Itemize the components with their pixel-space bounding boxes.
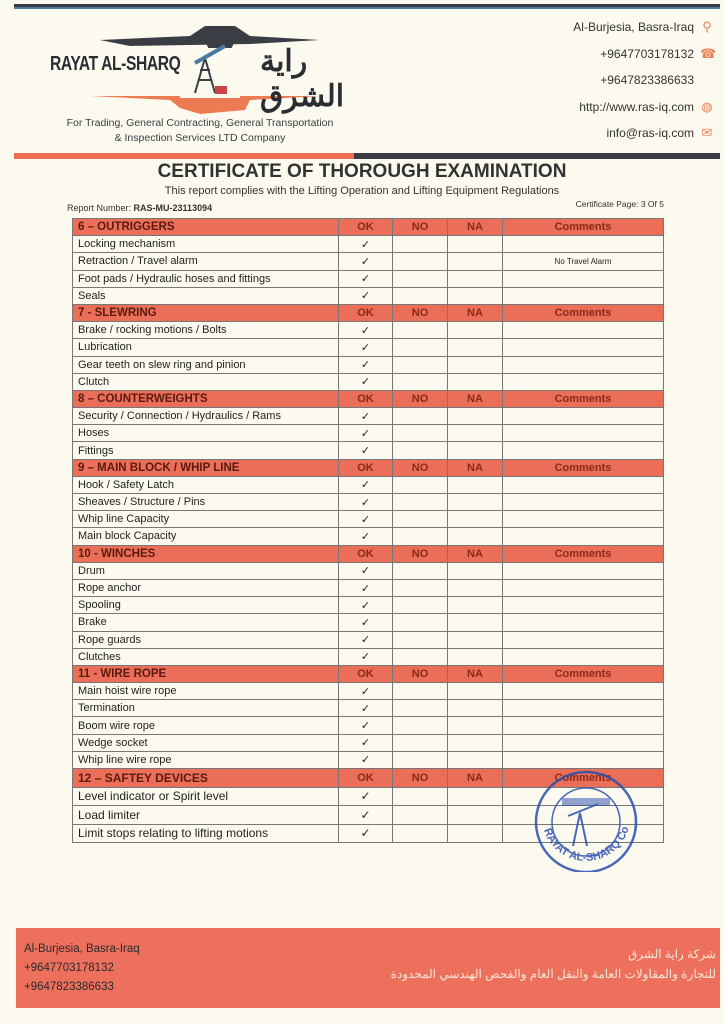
footer-desc-ar: للتجارة والمقاولات العامة والنقل العام والفحص الهندسي المحدودة	[390, 967, 716, 981]
ok-check: ✓	[339, 806, 393, 825]
na-cell	[448, 717, 503, 734]
table-row	[73, 408, 664, 425]
ok-check: ✓	[339, 270, 393, 287]
ok-column-header: OK	[339, 769, 393, 788]
na-cell	[448, 253, 503, 270]
ok-check: ✓	[339, 476, 393, 493]
section-title: 9 – MAIN BLOCK / WHIP LINE	[73, 459, 339, 476]
item-name: Retraction / Travel alarm	[73, 253, 339, 270]
na-cell	[448, 562, 503, 579]
item-name: Load limiter	[73, 806, 339, 825]
item-name: Fittings	[73, 442, 339, 459]
ok-check: ✓	[339, 787, 393, 806]
no-cell	[393, 717, 448, 734]
table-row	[73, 425, 664, 442]
ok-check: ✓	[339, 579, 393, 596]
ok-column-header: OK	[339, 459, 393, 476]
na-column-header: NA	[448, 459, 503, 476]
item-name: Drum	[73, 562, 339, 579]
table-row	[73, 442, 664, 459]
contact-info	[573, 14, 717, 147]
ok-check: ✓	[339, 373, 393, 390]
comment-cell	[503, 631, 664, 648]
na-cell	[448, 373, 503, 390]
section-title: 8 – COUNTERWEIGHTS	[73, 390, 339, 407]
item-name: Hook / Safety Latch	[73, 476, 339, 493]
na-cell	[448, 322, 503, 339]
footer-phone-1: +9647703178132	[24, 962, 114, 974]
report-number	[67, 203, 212, 213]
table-row	[73, 562, 664, 579]
email-link[interactable]: info@ras-iq.com	[606, 126, 694, 141]
comment-cell	[503, 339, 664, 356]
table-row	[73, 253, 664, 270]
comments-column-header: Comments	[503, 545, 664, 562]
na-cell	[448, 806, 503, 825]
ok-check: ✓	[339, 751, 393, 768]
address: Al-Burjesia, Basra-Iraq	[573, 20, 694, 35]
comment-cell: No Travel Alarm	[503, 253, 664, 270]
top-divider	[14, 4, 720, 9]
comments-column-header: Comments	[503, 304, 664, 321]
na-cell	[448, 356, 503, 373]
item-name: Lubrication	[73, 339, 339, 356]
comment-cell	[503, 562, 664, 579]
table-row	[73, 476, 664, 493]
ok-column-header: OK	[339, 545, 393, 562]
no-column-header: NO	[393, 390, 448, 407]
report-label: Report Number:	[67, 203, 132, 213]
na-cell	[448, 631, 503, 648]
comments-column-header: Comments	[503, 219, 664, 236]
item-name: Gear teeth on slew ring and pinion	[73, 356, 339, 373]
item-name: Brake / rocking motions / Bolts	[73, 322, 339, 339]
item-name: Security / Connection / Hydraulics / Rams	[73, 408, 339, 425]
no-cell	[393, 476, 448, 493]
no-column-header: NO	[393, 459, 448, 476]
comment-cell	[503, 597, 664, 614]
table-row	[73, 511, 664, 528]
table-row	[73, 579, 664, 596]
comment-cell	[503, 494, 664, 511]
item-name: Main hoist wire rope	[73, 683, 339, 700]
header-divider	[14, 153, 720, 159]
comment-cell	[503, 442, 664, 459]
section-title: 10 - WINCHES	[73, 545, 339, 562]
section-header	[73, 304, 664, 321]
section-title: 7 - SLEWRING	[73, 304, 339, 321]
na-cell	[448, 683, 503, 700]
no-cell	[393, 408, 448, 425]
report-number-value: RAS-MU-23113094	[133, 203, 213, 213]
na-cell	[448, 824, 503, 843]
section-header	[73, 459, 664, 476]
item-name: Whip line wire rope	[73, 751, 339, 768]
no-cell	[393, 824, 448, 843]
certificate-title: CERTIFICATE OF THOROUGH EXAMINATION	[157, 161, 567, 182]
na-cell	[448, 700, 503, 717]
no-column-header: NO	[393, 304, 448, 321]
section-title: 12 – SAFTEY DEVICES	[73, 769, 339, 788]
company-stamp	[518, 768, 654, 872]
comments-column-header: Comments	[503, 459, 664, 476]
comment-cell	[503, 322, 664, 339]
na-cell	[448, 734, 503, 751]
table-row	[73, 287, 664, 304]
item-name: Rope anchor	[73, 579, 339, 596]
item-name: Foot pads / Hydraulic hoses and fittings	[73, 270, 339, 287]
na-cell	[448, 339, 503, 356]
ok-column-header: OK	[339, 665, 393, 682]
ok-check: ✓	[339, 287, 393, 304]
na-cell	[448, 579, 503, 596]
comment-cell	[503, 614, 664, 631]
no-cell	[393, 597, 448, 614]
no-column-header: NO	[393, 219, 448, 236]
comment-cell	[503, 511, 664, 528]
ok-check: ✓	[339, 824, 393, 843]
item-name: Whip line Capacity	[73, 511, 339, 528]
na-cell	[448, 476, 503, 493]
comment-cell	[503, 751, 664, 768]
comments-column-header: Comments	[503, 665, 664, 682]
item-name: Clutch	[73, 373, 339, 390]
tagline-line-1: For Trading, General Contracting, General Transportation	[66, 117, 334, 129]
ok-check: ✓	[339, 236, 393, 253]
no-cell	[393, 253, 448, 270]
no-cell	[393, 511, 448, 528]
ok-check: ✓	[339, 562, 393, 579]
company-logo	[30, 18, 350, 118]
no-cell	[393, 356, 448, 373]
ok-check: ✓	[339, 511, 393, 528]
no-cell	[393, 614, 448, 631]
na-cell	[448, 270, 503, 287]
location-pin-icon: ⚲	[702, 19, 712, 35]
no-cell	[393, 648, 448, 665]
na-column-header: NA	[448, 665, 503, 682]
comment-cell	[503, 287, 664, 304]
no-cell	[393, 579, 448, 596]
ok-check: ✓	[339, 425, 393, 442]
na-cell	[448, 494, 503, 511]
section-header	[73, 219, 664, 236]
no-cell	[393, 270, 448, 287]
table-row	[73, 356, 664, 373]
certificate-page: Certificate Page: 3 Of 5	[575, 199, 664, 209]
ok-check: ✓	[339, 528, 393, 545]
table-row	[73, 717, 664, 734]
no-cell	[393, 631, 448, 648]
ok-check: ✓	[339, 631, 393, 648]
table-row	[73, 236, 664, 253]
comment-cell	[503, 683, 664, 700]
no-cell	[393, 322, 448, 339]
table-row	[73, 751, 664, 768]
comment-cell	[503, 717, 664, 734]
comment-cell	[503, 408, 664, 425]
na-cell	[448, 528, 503, 545]
phone-1: +9647703178132	[600, 46, 694, 61]
item-name: Limit stops relating to lifting motions	[73, 824, 339, 843]
item-name: Termination	[73, 700, 339, 717]
table-row	[73, 734, 664, 751]
comment-cell	[503, 579, 664, 596]
comment-cell	[503, 236, 664, 253]
na-cell	[448, 511, 503, 528]
item-name: Sheaves / Structure / Pins	[73, 494, 339, 511]
section-header	[73, 390, 664, 407]
na-cell	[448, 287, 503, 304]
tagline	[40, 116, 360, 146]
tagline-line-2: & Inspection Services LTD Company	[114, 132, 286, 144]
section-header	[73, 545, 664, 562]
table-row	[73, 631, 664, 648]
no-cell	[393, 442, 448, 459]
na-cell	[448, 425, 503, 442]
stamp-text: RAYAT AL-SHARQ Co	[541, 824, 632, 865]
no-column-header: NO	[393, 665, 448, 682]
no-cell	[393, 700, 448, 717]
item-name: Level indicator or Spirit level	[73, 787, 339, 806]
no-cell	[393, 751, 448, 768]
item-name: Hoses	[73, 425, 339, 442]
ok-column-header: OK	[339, 390, 393, 407]
table-row	[73, 597, 664, 614]
na-column-header: NA	[448, 769, 503, 788]
section-title: 11 - WIRE ROPE	[73, 665, 339, 682]
item-name: Spooling	[73, 597, 339, 614]
item-name: Main block Capacity	[73, 528, 339, 545]
table-row	[73, 494, 664, 511]
footer-address: Al-Burjesia, Basra-Iraq	[24, 943, 140, 955]
table-row	[73, 700, 664, 717]
ok-check: ✓	[339, 648, 393, 665]
ok-check: ✓	[339, 322, 393, 339]
item-name: Seals	[73, 287, 339, 304]
item-name: Locking mechanism	[73, 236, 339, 253]
item-name: Brake	[73, 614, 339, 631]
item-name: Boom wire rope	[73, 717, 339, 734]
na-cell	[448, 442, 503, 459]
ok-check: ✓	[339, 597, 393, 614]
no-column-header: NO	[393, 769, 448, 788]
table-row	[73, 339, 664, 356]
globe-icon: ◍	[701, 98, 713, 114]
table-row	[73, 322, 664, 339]
certificate-subtitle: This report complies with the Lifting Operation and Lifting Equipment Regulations	[164, 185, 560, 197]
phone-icon: ☎	[700, 45, 717, 61]
ok-column-header: OK	[339, 219, 393, 236]
comment-cell	[503, 356, 664, 373]
na-column-header: NA	[448, 545, 503, 562]
comment-cell	[503, 270, 664, 287]
phone-2: +9647823386633	[600, 73, 694, 88]
table-row	[73, 373, 664, 390]
ok-check: ✓	[339, 442, 393, 459]
table-row	[73, 528, 664, 545]
no-cell	[393, 494, 448, 511]
na-cell	[448, 751, 503, 768]
comment-cell	[503, 425, 664, 442]
na-cell	[448, 597, 503, 614]
na-cell	[448, 408, 503, 425]
table-row	[73, 270, 664, 287]
spacer-icon	[700, 73, 714, 87]
comments-column-header: Comments	[503, 769, 664, 788]
no-cell	[393, 562, 448, 579]
ok-check: ✓	[339, 734, 393, 751]
no-cell	[393, 683, 448, 700]
na-cell	[448, 787, 503, 806]
ok-check: ✓	[339, 339, 393, 356]
examination-table	[72, 218, 664, 843]
website-link[interactable]: http://www.ras-iq.com	[579, 99, 694, 114]
ok-check: ✓	[339, 253, 393, 270]
no-cell	[393, 236, 448, 253]
na-cell	[448, 648, 503, 665]
brand-name-ar: راية الشرق	[260, 45, 345, 113]
brand-name-en: RAYAT AL-SHARQ	[50, 53, 181, 75]
item-name: Rope guards	[73, 631, 339, 648]
ok-column-header: OK	[339, 304, 393, 321]
no-cell	[393, 373, 448, 390]
ok-check: ✓	[339, 494, 393, 511]
no-cell	[393, 287, 448, 304]
ok-check: ✓	[339, 408, 393, 425]
comment-cell	[503, 476, 664, 493]
envelope-icon: ✉	[701, 125, 713, 141]
na-column-header: NA	[448, 219, 503, 236]
comments-column-header: Comments	[503, 390, 664, 407]
no-cell	[393, 339, 448, 356]
no-cell	[393, 528, 448, 545]
comment-cell	[503, 734, 664, 751]
comment-cell	[503, 700, 664, 717]
comment-cell	[503, 528, 664, 545]
table-row	[73, 614, 664, 631]
item-name: Clutches	[73, 648, 339, 665]
table-row	[73, 683, 664, 700]
footer-phone-2: +9647823386633	[24, 981, 114, 993]
no-cell	[393, 425, 448, 442]
no-cell	[393, 806, 448, 825]
item-name: Wedge socket	[73, 734, 339, 751]
footer	[16, 928, 720, 1008]
ok-check: ✓	[339, 356, 393, 373]
no-column-header: NO	[393, 545, 448, 562]
ok-check: ✓	[339, 717, 393, 734]
ok-check: ✓	[339, 700, 393, 717]
na-cell	[448, 236, 503, 253]
na-column-header: NA	[448, 304, 503, 321]
no-cell	[393, 734, 448, 751]
ok-check: ✓	[339, 683, 393, 700]
section-title: 6 – OUTRIGGERS	[73, 219, 339, 236]
section-header	[73, 665, 664, 682]
na-column-header: NA	[448, 390, 503, 407]
na-cell	[448, 614, 503, 631]
comment-cell	[503, 648, 664, 665]
footer-company-ar: شركة راية الشرق	[627, 947, 716, 961]
comment-cell	[503, 373, 664, 390]
no-cell	[393, 787, 448, 806]
ok-check: ✓	[339, 614, 393, 631]
table-row	[73, 648, 664, 665]
